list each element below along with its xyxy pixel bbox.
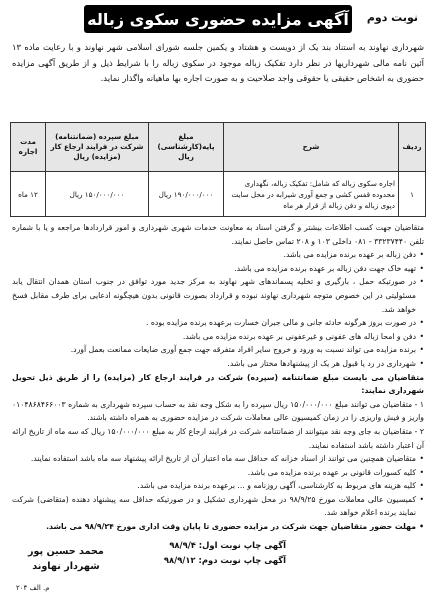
col-term: مدت اجاره [11,123,46,172]
deposit-option: ۲ - متقاضیان به جای وجه نقد میتوانند از ضمانتنامه شرکت در فرایند ارجاع کار به مبلغ ۱۵۰/۰۰۰/۰۰۰ ریال که سه ماه از تاریخ ارائه آن اعتبار داشته باشد استفاده نمایند. [12,426,424,450]
condition-item: • در صورتیکه حمل ، بارگیری و تخلیه پسماندهای شهر نهاوند به مرکز جدید مورد توافق در جنوب استان همدان انتقال یابد مسئولیتی در این خصوص متوجه شهرداری نهاوند نبوده و قرارداد بصورت قانونی بدون هیچگونه ادعایی برای طرف مقابل فسخ خواهد شد. [12,275,424,316]
deadline-item: • مهلت حضور متقاضیان جهت شرکت در مزایده حضوری تا پایان وقت اداری مورخ ۹۸/۹/۲۴ می باشد. [12,520,424,534]
intro-paragraph: شهرداری نهاوند به استناد بند یک از دویست و هشتاد و یکمین جلسه شورای اسلامی شهر نهاوند و با رعایت ماده ۱۳ آئین نامه مالی شهرداریها در نظر دارد تفکیک زباله موجود در سکوی زباله را با شرایط ذیل و از طریق آگهی مزایده حضوری به اشخاص حقیقی یا حقوقی واجد صلاحیت و به صورت اجاره بها ماهیانه واگذار نماید. [12,42,424,83]
first-publish-date: آگهی چاپ نوبت اول: ۹۸/۹/۴ [169,539,286,550]
cell-price: ۱۹۰/۰۰۰/۰۰۰ ریال [149,172,224,217]
col-desc: شرح [224,123,399,172]
notice-footer [10,536,426,594]
auction-table [10,122,426,217]
cell-term: ۱۲ ماه [11,172,46,217]
col-row: ردیف [399,123,426,172]
condition-item: • کمیسیون عالی معاملات مورخ ۹۸/۹/۲۵ در محل شهرداری تشکیل و در صورتیکه حداقل سه پیشنهاد دهنده (متقاضی) شرکت نمایند برنده اعلام خواهد شد. [12,493,424,520]
condition-item: • برنده مزایده می تواند نسبت به ورود و خروج سایر افراد متفرقه جهت جمع آوری ضایعات ممانعت بعمل آورد. [12,343,424,357]
condition-item: • متقاضیان همچنین می توانند از اسناد خزانه که حداقل سه ماه اعتبار آن از تاریخ ارائه پیشنهاد سه ماه باشد استفاده نمایند. [12,452,424,466]
notice-title: آگهی مزایده حضوری سکوی زباله [84,5,352,33]
condition-item: • دفن زباله بر عهده برنده مزایده می باشد. [12,248,424,262]
condition-item: • کلیه هزینه های مربوط به کارشناسی، آگهی روزنامه و ... برعهده برنده مزایده می باشد. [12,479,424,493]
deposit-option: ۱ - متقاضیان می توانند مبلغ ۱۵۰/۰۰۰/۰۰۰ ریال سپرده را به شکل وجه نقد به حساب سپرده شهرداری به شماره ۰۱۰۴۸۶۸۴۶۶۰۰۳ واریز و فیش واریزی را در زمان کمیسیون عالی معاملات شرکت در مزایده حضوری به همراه داشته باشند. [12,399,424,423]
condition-item: • کلیه کسورات قانونی بر عهده برنده مزایده می باشد. [12,466,424,480]
cell-desc: اجاره سکوی زباله که شامل: تفکیک زباله، نگهداری محدوده قفس کشی و جمع آوری شیرابه در محل سایت دپوی زباله و دفن زباله از قرار هر ماه [224,172,399,217]
notice-code: م. الف ۲۰۴ [16,583,50,592]
col-price: مبلغ پایه(کارشناسی) ریال [149,123,224,172]
signer-name: محمد حسین پور [28,545,104,557]
col-deposit: مبلغ سپرده (ضمانتنامه) شرکت در فرایند ارجاع کار (مزایده) ریال [46,123,149,172]
notice-page [0,2,436,592]
signature-block [28,544,104,574]
conditions-intro: متقاضیان جهت کسب اطلاعات بیشتر و گرفتن اسناد به معاونت خدمات شهری شهرداری و امور قراردادها مراجعه و یا با شماره تلفن ۳۳۲۳۷۴۴۰ - ۰۸۱ داخلی ۱۰۳ و ۲۰۸ تماس حاصل نمایند. [12,223,424,246]
cell-deposit: ۱۵۰/۰۰۰/۰۰۰ ریال [46,172,149,217]
condition-item: • دفن و امحا زباله های عفونی و غیرعفونی بر عهده برنده مزایده می باشد. [12,330,424,344]
cell-row: ۱ [399,172,426,217]
second-publish-date: آگهی چاپ نوبت دوم: ۹۸/۹/۱۲ [163,554,286,565]
condition-item: • در صورت بروز هرگونه حادثه جانی و مالی جبران خسارت برعهده برنده مزایده بوده . [12,316,424,330]
condition-item: • شهرداری در رد یا قبول هر یک از پیشنهادها مختار می باشد. [12,357,424,371]
table-row [11,172,426,217]
conditions [12,221,424,534]
round-label: نوبت دوم [366,11,418,24]
publish-dates [164,538,286,568]
deposit-heading: متقاضیان می بایست مبلغ ضمانتنامه (سپرده) شرکت در فرایند ارجاع کار (مزایده) را از طریق ذیل تحویل شهرداری نمایند: [12,372,424,396]
notice-header [10,2,426,38]
condition-item: • تهیه خاک جهت دفن زباله بر عهده برنده مزایده می باشد. [12,262,424,276]
signer-title: شهردار نهاوند [32,560,100,572]
